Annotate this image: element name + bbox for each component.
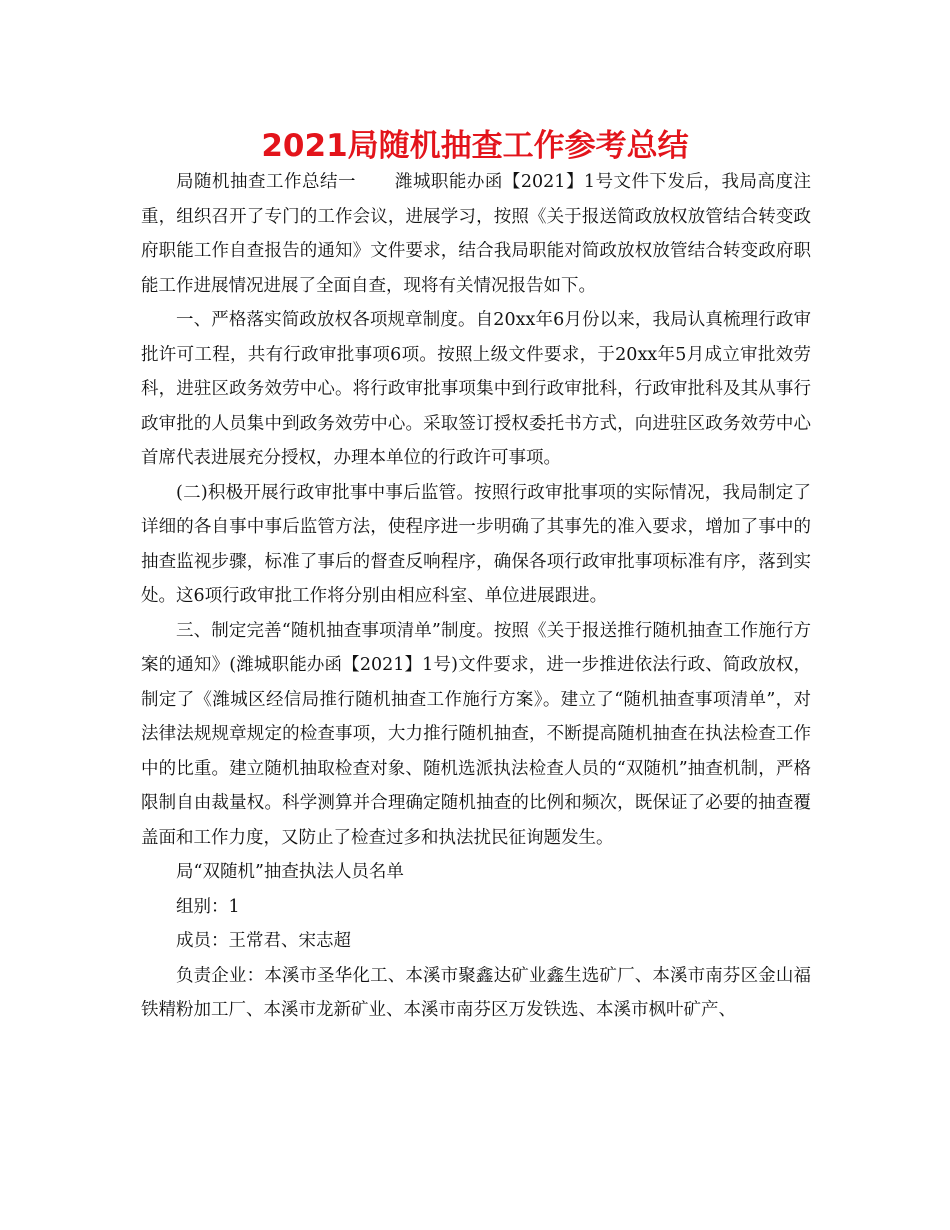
companies-paragraph: 负责企业：本溪市圣华化工、本溪市聚鑫达矿业鑫生选矿厂、本溪市南芬区金山福铁精粉加工厂、本溪市龙新矿业、本溪市南芬区万发铁选、本溪市枫叶矿产、 [141,965,811,1020]
paragraph-2: (二)积极开展行政审批事中事后监管。按照行政审批事项的实际情况，我局制定了详细的各自事中事后监管方法，使程序进一步明确了其事先的准入要求，增加了事中的抽查监视步骤，标准了事后的督查反响程序，确保各项行政审批事项标准有序，落到实处。这6项行政审批工作将分别由相应科室、单位进展跟进。 [141,482,811,606]
document-body [141,165,811,1028]
intro-paragraph [141,165,811,303]
paragraph-3: 三、制定完善“随机抽查事项清单”制度。按照《关于报送推行随机抽查工作施行方案的通知》(潍城职能办函【2021】1号)文件要求，进一步推进依法行政、简政放权，制定了《潍城区经信局推行随机抽查工作施行方案》。建立了“随机抽查事项清单”，对法律法规规章规定的检查事项，大力推行随机抽查，不断提高随机抽查在执法检查工作中的比重。建立随机抽取检查对象、随机选派执法检查人员的“双随机”抽查机制，严格限制自由裁量权。科学测算并合理确定随机抽查的比例和频次，既保证了必要的抽查覆盖面和工作力度，又防止了检查过多和执法扰民征询题发生。 [141,620,811,848]
staff-list-heading: 局“双随机”抽查执法人员名单 [176,862,404,882]
document-title: 2021局随机抽查工作参考总结 [261,128,689,164]
members-line: 成员：王常君、宋志超 [176,931,351,951]
intro-lead: 局随机抽查工作总结一 [176,172,356,192]
intro-text: 潍城职能办函【2021】1号文件下发后，我局高度注重，组织召开了专门的工作会议，进展学习，按照《关于报送简政放权放管结合转变政府职能工作自查报告的通知》文件要求，结合我局职能对简政放权放管结合转变政府职能工作进展情况进展了全面自查，现将有关情况报告如下。 [141,172,812,296]
paragraph-1: 一、严格落实简政放权各项规章制度。自20xx年6月份以来，我局认真梳理行政审批许可工程，共有行政审批事项6项。按照上级文件要求，于20xx年5月成立审批效劳科，进驻区政务效劳中心。将行政审批事项集中到行政审批科，行政审批科及其从事行政审批的人员集中到政务效劳中心。采取签订授权委托书方式，向进驻区政务效劳中心首席代表进展充分授权，办理本单位的行政许可事项。 [141,310,811,468]
group-line: 组别：1 [176,896,240,917]
